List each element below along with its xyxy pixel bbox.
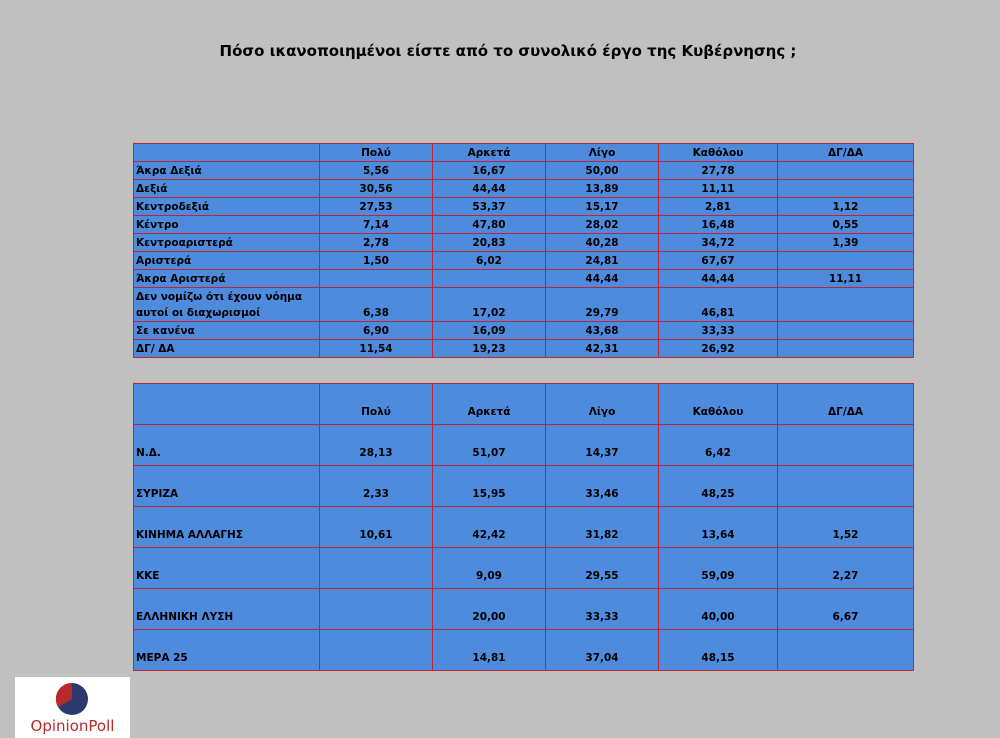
- value-cell: 11,54: [320, 340, 433, 358]
- value-cell: 20,83: [433, 234, 546, 252]
- table-row: [134, 180, 914, 198]
- value-cell: 46,81: [659, 288, 778, 322]
- satisfaction-by-ideology-table: [133, 143, 914, 358]
- value-cell: 30,56: [320, 180, 433, 198]
- value-cell: [320, 548, 433, 589]
- logo-wordmark: [15, 717, 130, 735]
- table-header-row: [134, 144, 914, 162]
- row-label: Κέντρο: [134, 216, 320, 234]
- value-cell: 33,33: [546, 589, 659, 630]
- value-cell: 16,48: [659, 216, 778, 234]
- column-header: Αρκετά: [433, 384, 546, 425]
- column-header: Πολύ: [320, 384, 433, 425]
- value-cell: 14,81: [433, 630, 546, 671]
- value-cell: 27,53: [320, 198, 433, 216]
- value-cell: 6,90: [320, 322, 433, 340]
- value-cell: 50,00: [546, 162, 659, 180]
- column-header: Πολύ: [320, 144, 433, 162]
- value-cell: 1,52: [778, 507, 914, 548]
- value-cell: 7,14: [320, 216, 433, 234]
- value-cell: 2,81: [659, 198, 778, 216]
- value-cell: 29,55: [546, 548, 659, 589]
- opinion-poll-logo: [15, 677, 130, 738]
- row-label: ΕΛΛΗΝΙΚΗ ΛΥΣΗ: [134, 589, 320, 630]
- value-cell: 26,92: [659, 340, 778, 358]
- table-row: [134, 589, 914, 630]
- value-cell: 24,81: [546, 252, 659, 270]
- column-header: Λίγο: [546, 384, 659, 425]
- page-title: Πόσο ικανοποιημένοι είστε από το συνολικό έργο της Κυβέρνησης ;: [219, 42, 797, 60]
- satisfaction-by-party-table: [133, 383, 914, 671]
- value-cell: 44,44: [659, 270, 778, 288]
- value-cell: 43,68: [546, 322, 659, 340]
- value-cell: [778, 340, 914, 358]
- value-cell: 48,15: [659, 630, 778, 671]
- value-cell: 19,23: [433, 340, 546, 358]
- value-cell: 40,28: [546, 234, 659, 252]
- row-label: ΜΕΡΑ 25: [134, 630, 320, 671]
- table-row: [134, 162, 914, 180]
- value-cell: 11,11: [659, 180, 778, 198]
- value-cell: 28,02: [546, 216, 659, 234]
- value-cell: 44,44: [546, 270, 659, 288]
- value-cell: 29,79: [546, 288, 659, 322]
- value-cell: 33,33: [659, 322, 778, 340]
- value-cell: 31,82: [546, 507, 659, 548]
- value-cell: 42,42: [433, 507, 546, 548]
- row-label: Άκρα Αριστερά: [134, 270, 320, 288]
- value-cell: [778, 322, 914, 340]
- table-row: [134, 252, 914, 270]
- value-cell: 53,37: [433, 198, 546, 216]
- row-label: ΣΥΡΙΖΑ: [134, 466, 320, 507]
- table-row: [134, 216, 914, 234]
- value-cell: 10,61: [320, 507, 433, 548]
- value-cell: 42,31: [546, 340, 659, 358]
- header-corner-cell: [134, 384, 320, 425]
- value-cell: 1,50: [320, 252, 433, 270]
- table-row: [134, 270, 914, 288]
- value-cell: 15,95: [433, 466, 546, 507]
- value-cell: [778, 252, 914, 270]
- column-header: Αρκετά: [433, 144, 546, 162]
- row-label: Άκρα Δεξιά: [134, 162, 320, 180]
- value-cell: 28,13: [320, 425, 433, 466]
- value-cell: 16,67: [433, 162, 546, 180]
- row-label: Δεξιά: [134, 180, 320, 198]
- value-cell: [778, 425, 914, 466]
- value-cell: [320, 589, 433, 630]
- value-cell: 1,12: [778, 198, 914, 216]
- value-cell: 20,00: [433, 589, 546, 630]
- value-cell: 9,09: [433, 548, 546, 589]
- value-cell: 34,72: [659, 234, 778, 252]
- row-label: Ν.Δ.: [134, 425, 320, 466]
- table-row: [134, 322, 914, 340]
- value-cell: 2,27: [778, 548, 914, 589]
- value-cell: [320, 630, 433, 671]
- column-header: Καθόλου: [659, 144, 778, 162]
- table-row: [134, 340, 914, 358]
- value-cell: 33,46: [546, 466, 659, 507]
- value-cell: 6,67: [778, 589, 914, 630]
- value-cell: [778, 288, 914, 322]
- value-cell: 2,33: [320, 466, 433, 507]
- row-label: Κεντροαριστερά: [134, 234, 320, 252]
- value-cell: 6,42: [659, 425, 778, 466]
- column-header: Καθόλου: [659, 384, 778, 425]
- row-label: ΚΚΕ: [134, 548, 320, 589]
- value-cell: 17,02: [433, 288, 546, 322]
- table-row: [134, 548, 914, 589]
- value-cell: 2,78: [320, 234, 433, 252]
- table-row: [134, 288, 914, 322]
- value-cell: [778, 630, 914, 671]
- row-label: ΔΓ/ ΔΑ: [134, 340, 320, 358]
- value-cell: 67,67: [659, 252, 778, 270]
- table-row: [134, 630, 914, 671]
- value-cell: 14,37: [546, 425, 659, 466]
- table-row: [134, 198, 914, 216]
- value-cell: 13,89: [546, 180, 659, 198]
- value-cell: 37,04: [546, 630, 659, 671]
- value-cell: 44,44: [433, 180, 546, 198]
- value-cell: 51,07: [433, 425, 546, 466]
- value-cell: 48,25: [659, 466, 778, 507]
- table-row: [134, 234, 914, 252]
- value-cell: [433, 270, 546, 288]
- value-cell: [778, 466, 914, 507]
- row-label: Κεντροδεξιά: [134, 198, 320, 216]
- row-label: ΚΙΝΗΜΑ ΑΛΛΑΓΗΣ: [134, 507, 320, 548]
- value-cell: 40,00: [659, 589, 778, 630]
- logo-pie-icon: [53, 680, 91, 718]
- column-header: Λίγο: [546, 144, 659, 162]
- value-cell: [320, 270, 433, 288]
- value-cell: 11,11: [778, 270, 914, 288]
- row-label: Δεν νομίζω ότι έχουν νόημα αυτοί οι διαχωρισμοί: [134, 288, 320, 322]
- value-cell: [778, 162, 914, 180]
- column-header: ΔΓ/ΔΑ: [778, 144, 914, 162]
- value-cell: 47,80: [433, 216, 546, 234]
- row-label: Αριστερά: [134, 252, 320, 270]
- value-cell: 27,78: [659, 162, 778, 180]
- row-label: Σε κανένα: [134, 322, 320, 340]
- value-cell: 59,09: [659, 548, 778, 589]
- value-cell: 16,09: [433, 322, 546, 340]
- value-cell: [778, 180, 914, 198]
- value-cell: 5,56: [320, 162, 433, 180]
- value-cell: 13,64: [659, 507, 778, 548]
- column-header: ΔΓ/ΔΑ: [778, 384, 914, 425]
- logo-text-opinion: Opinion: [30, 717, 89, 735]
- table-header-row: [134, 384, 914, 425]
- logo-text-poll: Poll: [88, 717, 115, 735]
- value-cell: 0,55: [778, 216, 914, 234]
- table-row: [134, 466, 914, 507]
- table-row: [134, 425, 914, 466]
- table-row: [134, 507, 914, 548]
- value-cell: 1,39: [778, 234, 914, 252]
- header-corner-cell: [134, 144, 320, 162]
- value-cell: 6,38: [320, 288, 433, 322]
- value-cell: 6,02: [433, 252, 546, 270]
- value-cell: 15,17: [546, 198, 659, 216]
